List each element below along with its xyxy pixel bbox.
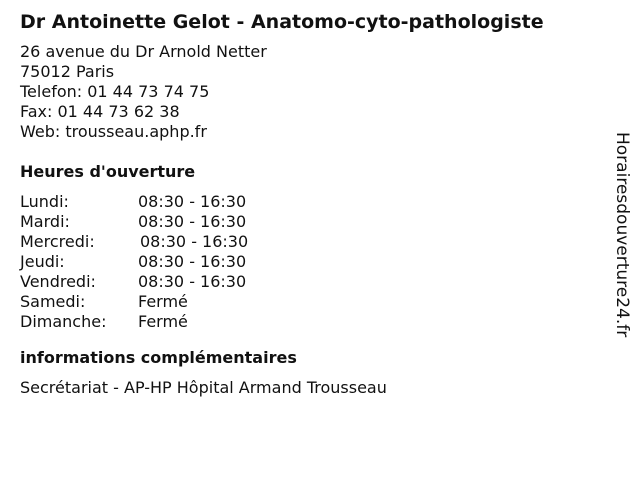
additional-info-text: Secrétariat - AP-HP Hôpital Armand Trousseau <box>20 378 387 397</box>
day-label: Jeudi: <box>20 252 65 271</box>
address-block <box>20 42 600 142</box>
day-label: Samedi: <box>20 292 86 311</box>
hours-row-mercredi <box>20 232 600 252</box>
page <box>20 8 600 398</box>
phone-number: Telefon: 01 44 73 74 75 <box>20 82 210 101</box>
day-hours: 08:30 - 16:30 <box>138 212 247 231</box>
opening-hours-title: Heures d'ouverture <box>20 162 196 181</box>
address-city: 75012 Paris <box>20 62 115 81</box>
fax-number: Fax: 01 44 73 62 38 <box>20 102 180 121</box>
hours-row-mardi <box>20 212 600 232</box>
hours-row-lundi <box>20 192 600 212</box>
hours-row-dimanche <box>20 312 600 332</box>
day-hours: Fermé <box>138 312 188 331</box>
hours-row-vendredi <box>20 272 600 292</box>
opening-hours-table <box>20 192 600 332</box>
address-street: 26 avenue du Dr Arnold Netter <box>20 42 267 61</box>
hours-row-jeudi <box>20 252 600 272</box>
additional-info-title: informations complémentaires <box>20 348 297 367</box>
day-label: Mardi: <box>20 212 70 231</box>
day-label: Lundi: <box>20 192 69 211</box>
day-label: Dimanche: <box>20 312 107 331</box>
day-hours: Fermé <box>138 292 188 311</box>
website: Web: trousseau.aphp.fr <box>20 122 207 141</box>
day-hours: 08:30 - 16:30 <box>138 252 247 271</box>
day-label: Mercredi: <box>20 232 95 251</box>
site-watermark: Horairesdouverture24.fr <box>612 132 632 338</box>
day-hours: 08:30 - 16:30 <box>138 192 247 211</box>
day-hours: 08:30 - 16:30 <box>140 232 249 251</box>
page-title: Dr Antoinette Gelot - Anatomo-cyto-pathologiste <box>20 11 544 33</box>
hours-row-samedi <box>20 292 600 312</box>
day-hours: 08:30 - 16:30 <box>138 272 247 291</box>
day-label: Vendredi: <box>20 272 96 291</box>
